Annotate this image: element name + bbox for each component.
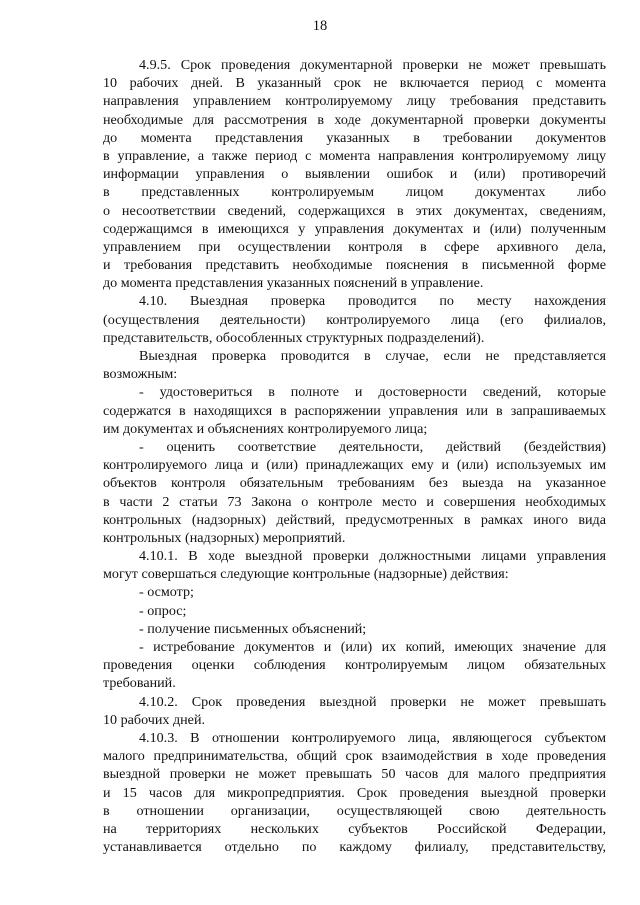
- text-line: содержатся в находящихся в распоряжении управления или в запрашиваемых: [103, 402, 606, 419]
- text-line: объектов контроля обязательным требованиям без выезда на указанное: [103, 475, 606, 492]
- text-line: могут совершаться следующие контрольные (надзорные) действия:: [103, 566, 509, 583]
- text-line: на территориях нескольких субъектов Российской Федерации,: [103, 820, 606, 837]
- text-line: в управление, а также период с момента направления контролируемому лицу: [103, 147, 606, 164]
- text-line: в части 2 статьи 73 Закона о контроле место и совершения необходимых: [103, 493, 606, 510]
- text-line: устанавливается отдельно по каждому филиалу, представительству,: [103, 839, 606, 856]
- text-line: и требования представить необходимые пояснения в письменной форме: [103, 257, 606, 274]
- text-line: контролируемого лица и (или) принадлежащих ему и (или) используемых им: [103, 457, 606, 474]
- text-line: и 15 часов для микропредприятия. Срок проведения выездной проверки: [103, 784, 606, 801]
- text-line: проведения оценки соблюдения контролируемым лицом обязательных: [103, 657, 606, 674]
- text-line: им документах и объяснениях контролируемого лица;: [103, 420, 428, 437]
- text-line: 4.9.5. Срок проведения документарной проверки не может превышать: [139, 57, 606, 73]
- text-line: - оценить соответствие деятельности, действий (бездействия): [139, 438, 606, 455]
- text-line: содержащимся в имеющихся у управления документах и (или) полученным: [103, 220, 606, 237]
- document-body: [103, 56, 606, 856]
- page-number: 18: [312, 18, 328, 34]
- text-line: требований.: [103, 675, 176, 692]
- text-line: в отношении организации, осуществляющей свою деятельность: [103, 802, 606, 819]
- text-line: 4.10.3. В отношении контролируемого лица, являющегося субъектом: [139, 729, 606, 746]
- text-line: возможным:: [103, 366, 178, 383]
- text-line: 10 рабочих дней. В указанный срок не включается период с момента: [103, 75, 606, 92]
- text-line: контрольных (надзорных) действий, предусмотренных в рамках иного вида: [103, 511, 606, 528]
- text-line: выездной проверки не может превышать 50 часов для малого предприятия: [103, 766, 606, 783]
- text-line: до момента представления указанных пояснений в управление.: [103, 275, 484, 292]
- text-line: - удостовериться в полноте и достоверности сведений, которые: [139, 384, 606, 401]
- text-line: представительств, обособленных структурных подразделений).: [103, 329, 485, 346]
- text-line: направления управлением контролируемому лицу требования представить: [103, 93, 606, 110]
- text-line: - опрос;: [139, 602, 187, 619]
- text-line: (осуществления деятельности) контролируемого лица (его филиалов,: [103, 311, 606, 328]
- text-line: 10 рабочих дней.: [103, 711, 206, 728]
- text-line: в представленных контролируемым лицом документах либо: [103, 184, 606, 201]
- text-line: контрольных (надзорных) мероприятий.: [103, 529, 346, 546]
- text-line: 4.10.2. Срок проведения выездной проверки не может превышать: [139, 693, 606, 710]
- text-line: 4.10.1. В ходе выездной проверки должностными лицами управления: [139, 548, 606, 565]
- text-line: - получение письменных объяснений;: [139, 620, 367, 637]
- text-line: информации управления о выявлении ошибок и (или) противоречий: [103, 166, 606, 183]
- text-line: 4.10. Выездная проверка проводится по месту нахождения: [139, 293, 606, 310]
- text-line: о несоответствии сведений, содержащихся в этих документах, сведениям,: [103, 202, 606, 219]
- text-line: Выездная проверка проводится в случае, если не представляется: [139, 348, 606, 364]
- text-line: малого предпринимательства, общий срок взаимодействия в ходе проведения: [103, 748, 606, 765]
- text-line: - осмотр;: [139, 584, 194, 601]
- text-line: управлением при осуществлении контроля в сфере архивного дела,: [103, 238, 606, 255]
- text-line: необходимые для рассмотрения в ходе документарной проверки документы: [103, 111, 606, 128]
- text-line: до момента представления указанных в требовании документов: [103, 129, 606, 146]
- text-line: - истребование документов и (или) их копий, имеющих значение для: [139, 639, 606, 655]
